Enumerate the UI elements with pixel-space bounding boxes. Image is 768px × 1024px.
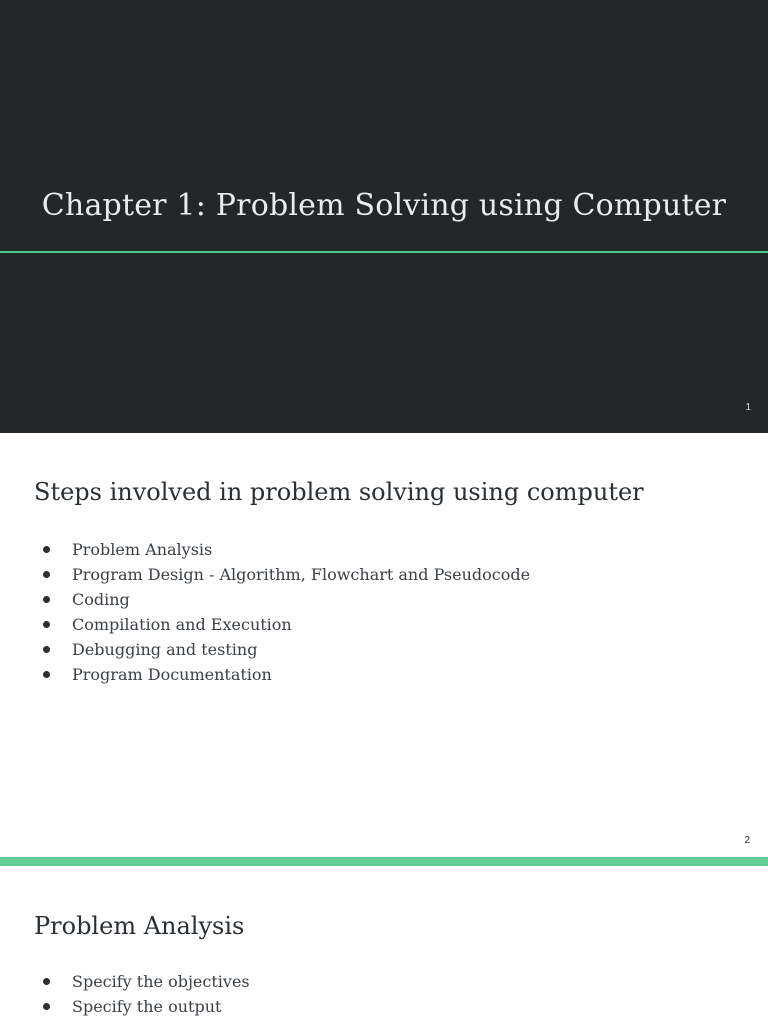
bullet-icon [43, 671, 50, 678]
list-item [34, 537, 530, 562]
slide-1 [0, 0, 768, 433]
list-item [34, 612, 530, 637]
slide-2 [0, 433, 768, 858]
list-item-text: Program Design - Algorithm, Flowchart and Pseudocode [72, 565, 531, 584]
list-item [34, 637, 530, 662]
list-item-text: Program Documentation [72, 665, 272, 684]
list-item-text: Specify the output [72, 997, 222, 1016]
slide-3 [0, 866, 768, 1024]
list-item-text: Specify the objectives [72, 972, 250, 991]
bullet-icon [43, 1003, 50, 1010]
bullet-icon [43, 646, 50, 653]
list-item [34, 969, 250, 994]
bullet-icon [43, 596, 50, 603]
bullet-icon [43, 571, 50, 578]
list-item [34, 562, 530, 587]
list-item-text: Debugging and testing [72, 640, 258, 659]
slide-heading: Steps involved in problem solving using computer [34, 478, 644, 506]
slide-title: Chapter 1: Problem Solving using Computer [41, 188, 727, 223]
list-item-text: Coding [72, 590, 130, 609]
bullet-icon [43, 621, 50, 628]
title-underline [0, 251, 768, 253]
page-number: 1 [745, 402, 751, 413]
slide-heading: Problem Analysis [34, 912, 245, 940]
list-item-text: Compilation and Execution [72, 615, 292, 634]
page-number: 2 [744, 835, 750, 846]
bullet-list [34, 537, 530, 687]
list-item [34, 662, 530, 687]
list-item [34, 587, 530, 612]
bullet-list [34, 969, 250, 1019]
slide-divider [0, 857, 768, 866]
bullet-icon [43, 978, 50, 985]
bullet-icon [43, 546, 50, 553]
list-item-text: Problem Analysis [72, 540, 213, 559]
list-item [34, 994, 250, 1019]
